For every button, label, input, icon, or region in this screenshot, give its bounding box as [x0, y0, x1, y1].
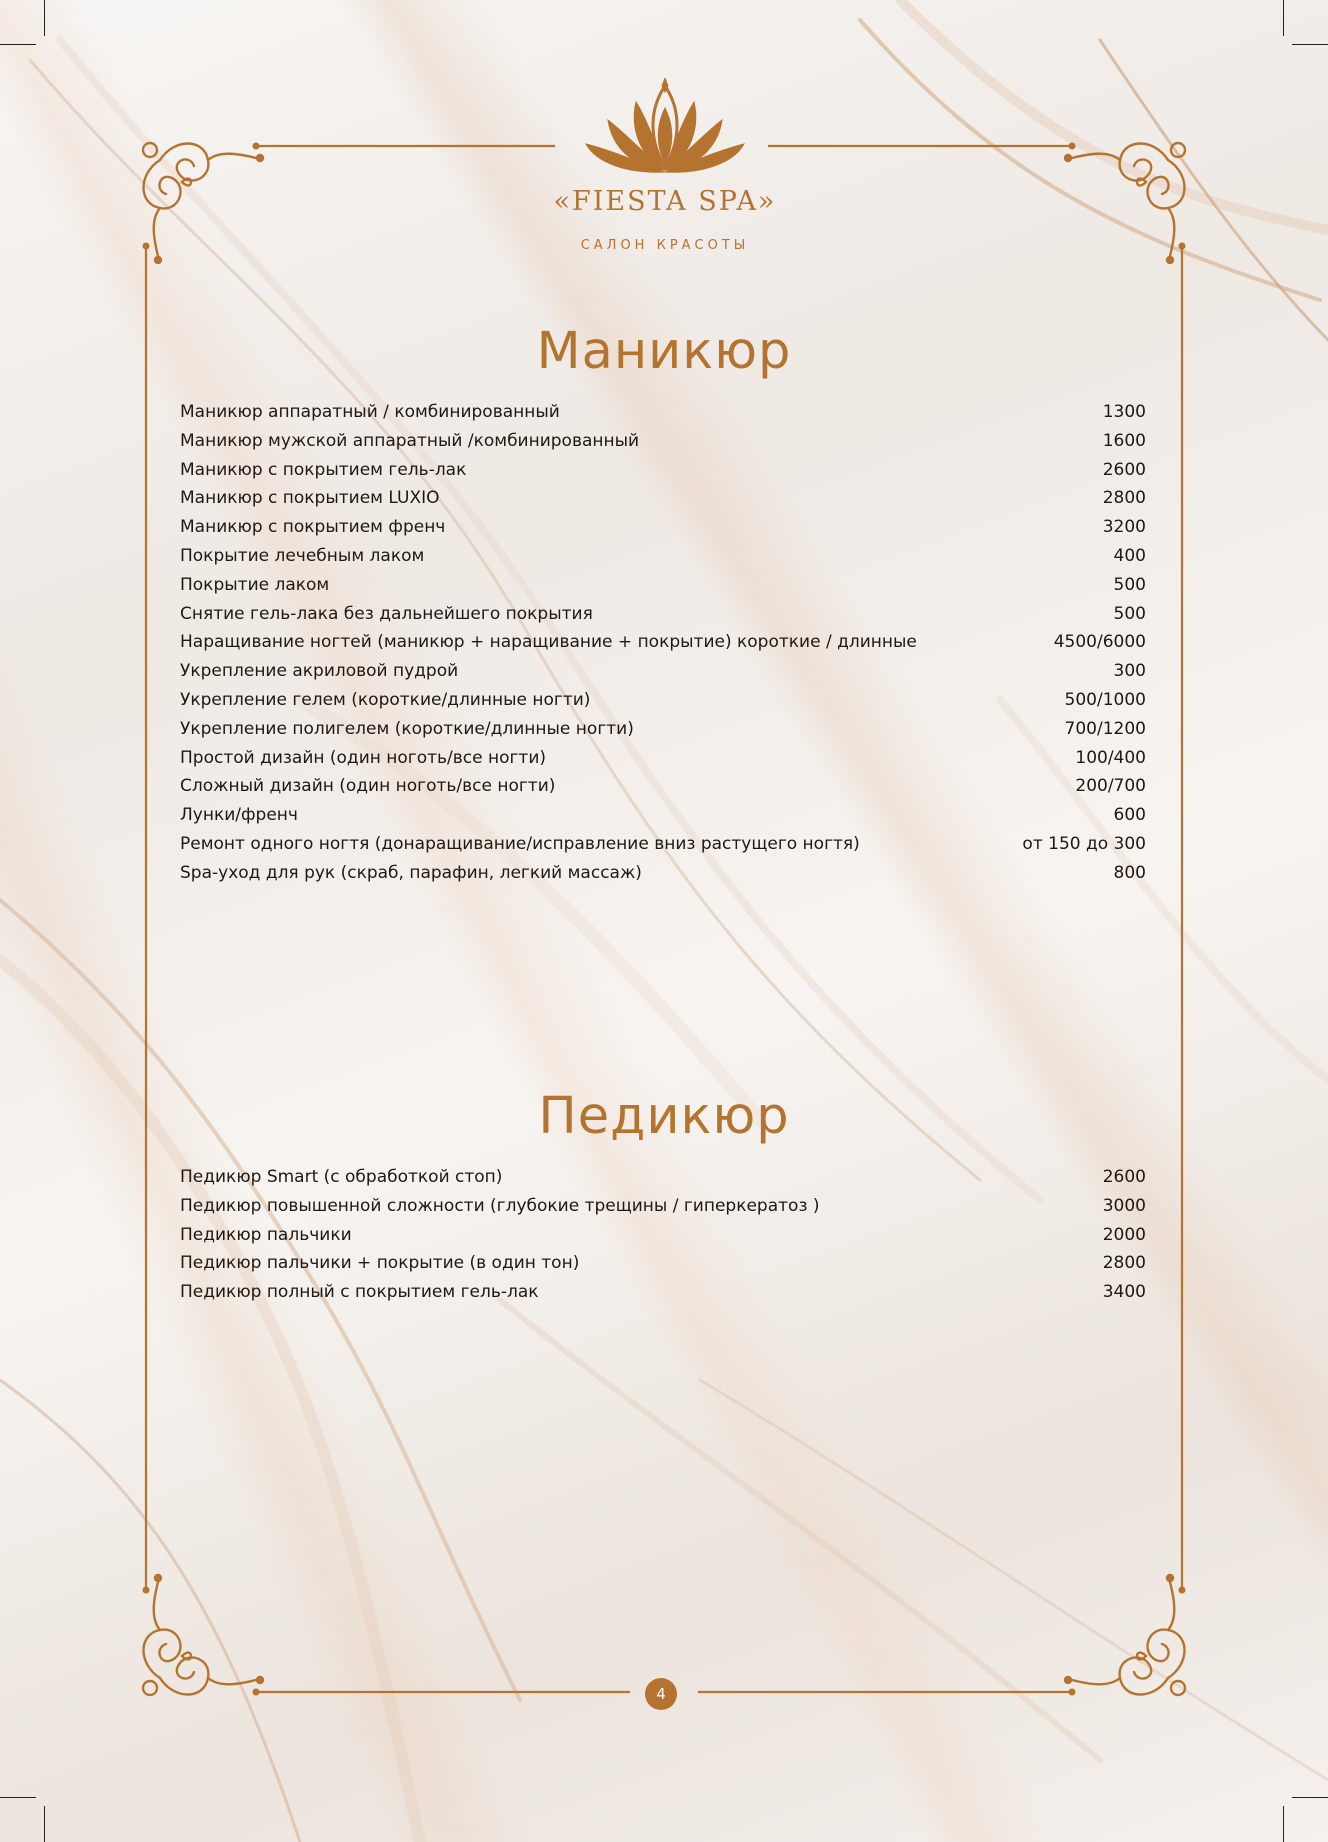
service-price: 2000: [1102, 1224, 1146, 1245]
service-name: Педикюр Smart (с обработкой стоп): [180, 1167, 503, 1187]
service-price: от 150 до 300: [1022, 833, 1146, 854]
service-price: 300: [1113, 661, 1146, 682]
brand-name: «FIESTA SPA»: [553, 186, 777, 217]
service-price: 1300: [1102, 402, 1146, 422]
price-row: [180, 744, 1146, 773]
service-price: 800: [1113, 862, 1146, 883]
service-name: Педикюр полный с покрытием гель-лак: [180, 1282, 539, 1303]
service-name: Укрепление акриловой пудрой: [180, 661, 459, 682]
price-row: [180, 456, 1146, 485]
price-row: [180, 628, 1146, 657]
service-name: Маникюр мужской аппаратный /комбинированный: [180, 430, 640, 451]
brand-subtitle: САЛОН КРАСОТЫ: [580, 238, 750, 253]
service-price: 500: [1113, 574, 1146, 595]
price-row: [180, 1192, 1146, 1221]
service-price: 2600: [1102, 1167, 1146, 1187]
section-title-pedicure: Педикюр: [538, 1087, 790, 1146]
service-price: 200/700: [1075, 776, 1146, 797]
service-name: Маникюр аппаратный / комбинированный: [180, 402, 560, 422]
manicure-price-list: [180, 398, 1146, 888]
service-price: 2800: [1102, 1253, 1146, 1274]
price-row: [180, 600, 1146, 629]
service-price: 2800: [1102, 488, 1146, 509]
service-price: 100/400: [1075, 747, 1146, 768]
service-price: 1600: [1102, 430, 1146, 451]
price-row: [180, 427, 1146, 456]
price-row: [180, 715, 1146, 744]
service-name: Сложный дизайн (один ноготь/все ногти): [180, 776, 556, 797]
service-price: 3400: [1102, 1282, 1146, 1303]
price-row: [180, 571, 1146, 600]
brand-logo: [540, 78, 790, 268]
service-name: Ремонт одного ногтя (донаращивание/исправление вниз растущего ногтя): [180, 833, 860, 854]
service-name: Укрепление гелем (короткие/длинные ногти): [180, 689, 591, 710]
price-row: [180, 1249, 1146, 1278]
price-row: [180, 772, 1146, 801]
service-price: 500: [1113, 603, 1146, 624]
service-price: 3200: [1102, 517, 1146, 538]
price-row: [180, 657, 1146, 686]
service-name: Лунки/френч: [180, 805, 298, 826]
service-price: 4500/6000: [1053, 632, 1146, 653]
price-row: [180, 1163, 1146, 1192]
price-row: [180, 686, 1146, 715]
service-name: Педикюр пальчики + покрытие (в один тон): [180, 1253, 580, 1274]
service-name: Снятие гель-лака без дальнейшего покрытия: [180, 603, 593, 624]
price-row: [180, 1278, 1146, 1307]
service-price: 500/1000: [1064, 689, 1146, 710]
service-name: Укрепление полигелем (короткие/длинные ногти): [180, 718, 634, 739]
service-price: 400: [1113, 545, 1146, 566]
price-row: [180, 398, 1146, 427]
service-name: Покрытие лечебным лаком: [180, 545, 425, 566]
service-price: 600: [1113, 805, 1146, 826]
section-title-manicure: Маникюр: [536, 322, 792, 381]
price-row: [180, 542, 1146, 571]
service-name: Spa-уход для рук (скраб, парафин, легкий массаж): [180, 862, 642, 883]
service-price: 3000: [1102, 1195, 1146, 1216]
service-name: Покрытие лаком: [180, 574, 330, 595]
service-name: Маникюр с покрытием LUXIO: [180, 488, 440, 509]
service-name: Маникюр с покрытием гель-лак: [180, 459, 467, 480]
lotus-icon: [580, 78, 750, 178]
price-row: [180, 1221, 1146, 1250]
page-number: 4: [645, 1678, 677, 1710]
price-row: [180, 513, 1146, 542]
price-row: [180, 484, 1146, 513]
service-name: Наращивание ногтей (маникюр + наращивание + покрытие) короткие / длинные: [180, 632, 917, 653]
service-name: Маникюр с покрытием френч: [180, 517, 446, 538]
price-row: [180, 830, 1146, 859]
price-row: [180, 801, 1146, 830]
price-row: [180, 859, 1146, 888]
service-price: 700/1200: [1064, 718, 1146, 739]
service-name: Педикюр пальчики: [180, 1224, 352, 1245]
service-name: Простой дизайн (один ноготь/все ногти): [180, 747, 547, 768]
pedicure-price-list: [180, 1163, 1146, 1307]
service-name: Педикюр повышенной сложности (глубокие трещины / гиперкератоз ): [180, 1195, 820, 1216]
service-price: 2600: [1102, 459, 1146, 480]
